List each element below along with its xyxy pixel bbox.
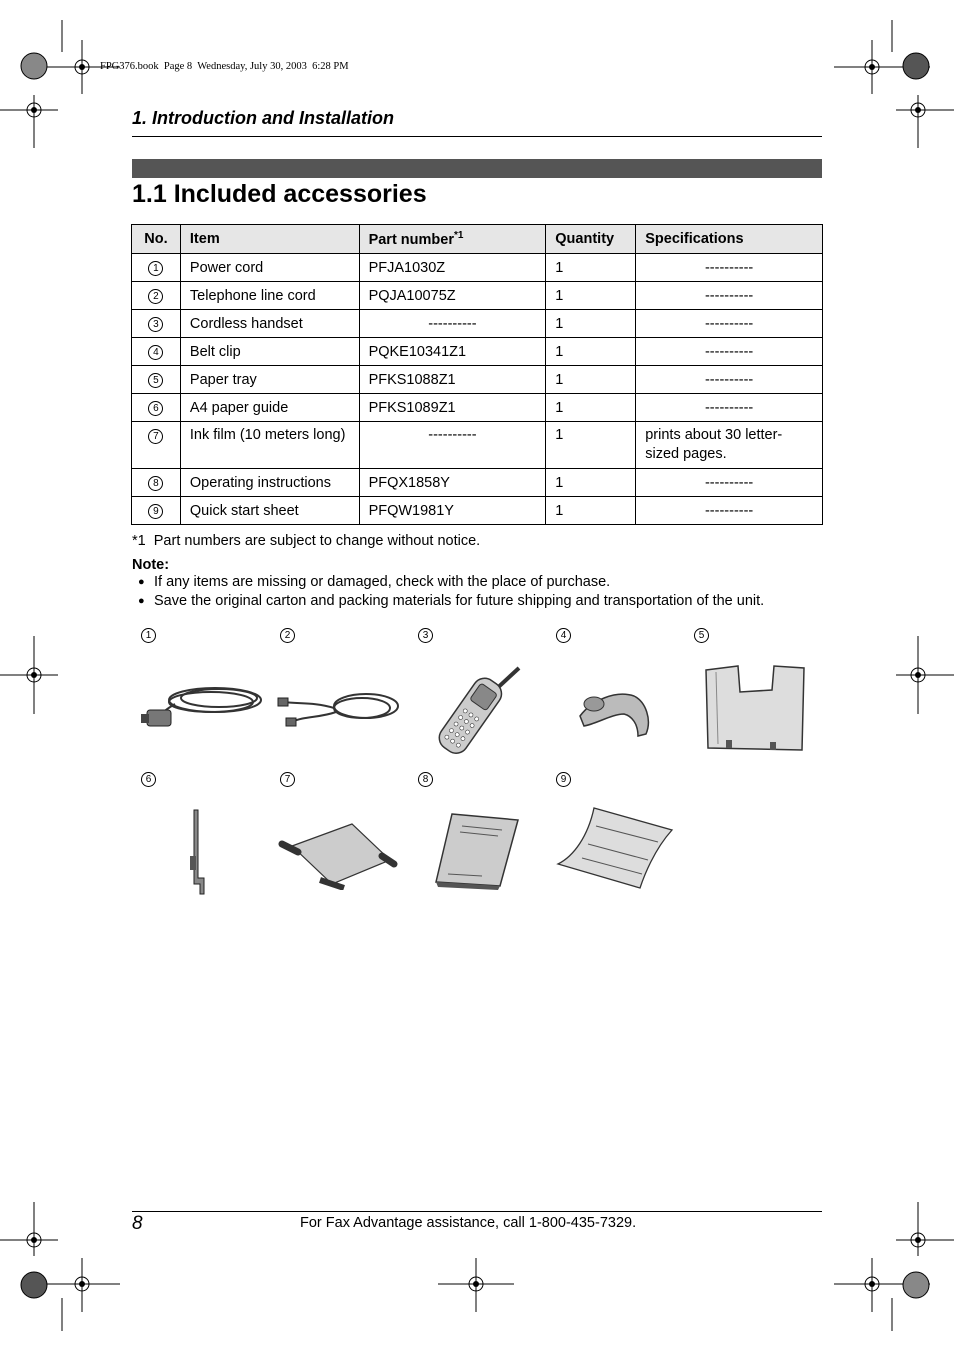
item-cell: Power cord — [180, 254, 359, 282]
circled-number: 4 — [148, 345, 163, 360]
col-header-part-number-label: Part number — [368, 231, 454, 248]
row-number-cell — [132, 366, 181, 394]
table-row — [132, 282, 823, 310]
qty-cell: 1 — [546, 422, 636, 469]
spec-cell: ---------- — [636, 366, 823, 394]
page-title: 1.1 Included accessories — [132, 180, 427, 208]
part-cell: PFQX1858Y — [359, 469, 546, 497]
part-cell: PQJA10075Z — [359, 282, 546, 310]
spec-cell: ---------- — [636, 338, 823, 366]
item-cell: Belt clip — [180, 338, 359, 366]
illustration-label-7: 7 — [280, 772, 295, 787]
table-row — [132, 366, 823, 394]
qty-cell: 1 — [546, 366, 636, 394]
page-number: 8 — [132, 1213, 143, 1234]
spec-cell: ---------- — [636, 282, 823, 310]
illustration-label-5: 5 — [694, 628, 709, 643]
spec-cell: prints about 30 letter-sized pages. — [636, 422, 823, 469]
ink-film-icon — [278, 818, 398, 890]
row-number-cell — [132, 497, 181, 525]
list-item — [138, 593, 764, 612]
illustration-label-2: 2 — [280, 628, 295, 643]
operating-instructions-icon — [432, 810, 522, 890]
spec-cell: ---------- — [636, 310, 823, 338]
circled-number: 1 — [148, 261, 163, 276]
header-rule — [132, 136, 822, 137]
part-cell: PFJA1030Z — [359, 254, 546, 282]
note-title: Note: — [132, 557, 170, 573]
col-header-part-number — [359, 225, 546, 254]
item-cell: Ink film (10 meters long) — [180, 422, 359, 469]
row-number-cell — [132, 254, 181, 282]
part-cell: PQKE10341Z1 — [359, 338, 546, 366]
telephone-line-cord-icon — [274, 684, 404, 734]
spec-cell: ---------- — [636, 254, 823, 282]
qty-cell: 1 — [546, 254, 636, 282]
table-row — [132, 338, 823, 366]
part-cell: ---------- — [359, 310, 546, 338]
circled-number: 8 — [148, 476, 163, 491]
power-cord-icon — [135, 676, 267, 736]
footnote-marker: *1 — [453, 230, 464, 242]
illustration-label-9: 9 — [556, 772, 571, 787]
book-info: FPG376.book Page 8 Wednesday, July 30, 2003 6:28 PM — [100, 61, 349, 72]
circled-number: 3 — [148, 317, 163, 332]
qty-cell: 1 — [546, 469, 636, 497]
circled-number: 2 — [148, 289, 163, 304]
col-header-no: No. — [132, 225, 181, 254]
row-number-cell — [132, 282, 181, 310]
part-cell: PFQW1981Y — [359, 497, 546, 525]
spec-cell: ---------- — [636, 469, 823, 497]
footnote: *1 Part numbers are subject to change without notice. — [132, 533, 481, 549]
assistance-text: For Fax Advantage assistance, call 1-800-435-7329. — [300, 1215, 637, 1231]
qty-cell: 1 — [546, 310, 636, 338]
qty-cell: 1 — [546, 338, 636, 366]
section-header: 1. Introduction and Installation — [132, 108, 395, 128]
bullet-icon: ● — [138, 576, 145, 588]
list-item — [138, 574, 764, 593]
item-cell: Paper tray — [180, 366, 359, 394]
row-number-cell — [132, 394, 181, 422]
note-list — [138, 574, 764, 612]
a4-paper-guide-icon — [184, 808, 210, 896]
cordless-handset-icon — [425, 664, 525, 759]
title-bar — [132, 159, 822, 178]
part-cell: PFKS1089Z1 — [359, 394, 546, 422]
paper-tray-icon — [702, 662, 808, 754]
illustration-label-8: 8 — [418, 772, 433, 787]
col-header-specifications: Specifications — [636, 225, 823, 254]
part-cell: PFKS1088Z1 — [359, 366, 546, 394]
table-header-row — [132, 225, 823, 254]
quick-start-sheet-icon — [554, 806, 676, 890]
spec-cell: ---------- — [636, 497, 823, 525]
part-cell: ---------- — [359, 422, 546, 469]
illustration-label-4: 4 — [556, 628, 571, 643]
illustration-label-3: 3 — [418, 628, 433, 643]
row-number-cell — [132, 469, 181, 497]
item-cell: Quick start sheet — [180, 497, 359, 525]
table-row — [132, 254, 823, 282]
illustration-label-1: 1 — [141, 628, 156, 643]
item-cell: A4 paper guide — [180, 394, 359, 422]
circled-number: 5 — [148, 373, 163, 388]
illustration-label-6: 6 — [141, 772, 156, 787]
table-row — [132, 469, 823, 497]
accessories-table — [131, 224, 823, 525]
footer-rule — [132, 1211, 822, 1212]
circled-number: 9 — [148, 504, 163, 519]
spec-cell: ---------- — [636, 394, 823, 422]
belt-clip-icon — [572, 684, 656, 738]
qty-cell: 1 — [546, 394, 636, 422]
table-row — [132, 497, 823, 525]
item-cell: Telephone line cord — [180, 282, 359, 310]
row-number-cell — [132, 338, 181, 366]
table-row — [132, 310, 823, 338]
col-header-quantity: Quantity — [546, 225, 636, 254]
table-row — [132, 394, 823, 422]
item-cell: Cordless handset — [180, 310, 359, 338]
circled-number: 6 — [148, 401, 163, 416]
qty-cell: 1 — [546, 282, 636, 310]
note-text: Save the original carton and packing materials for future shipping and transportation of the unit. — [154, 593, 765, 609]
row-number-cell — [132, 422, 181, 469]
table-row — [132, 422, 823, 469]
circled-number: 7 — [148, 429, 163, 444]
col-header-item: Item — [180, 225, 359, 254]
row-number-cell — [132, 310, 181, 338]
bullet-icon: ● — [138, 595, 145, 607]
qty-cell: 1 — [546, 497, 636, 525]
item-cell: Operating instructions — [180, 469, 359, 497]
note-text: If any items are missing or damaged, check with the place of purchase. — [154, 574, 611, 590]
